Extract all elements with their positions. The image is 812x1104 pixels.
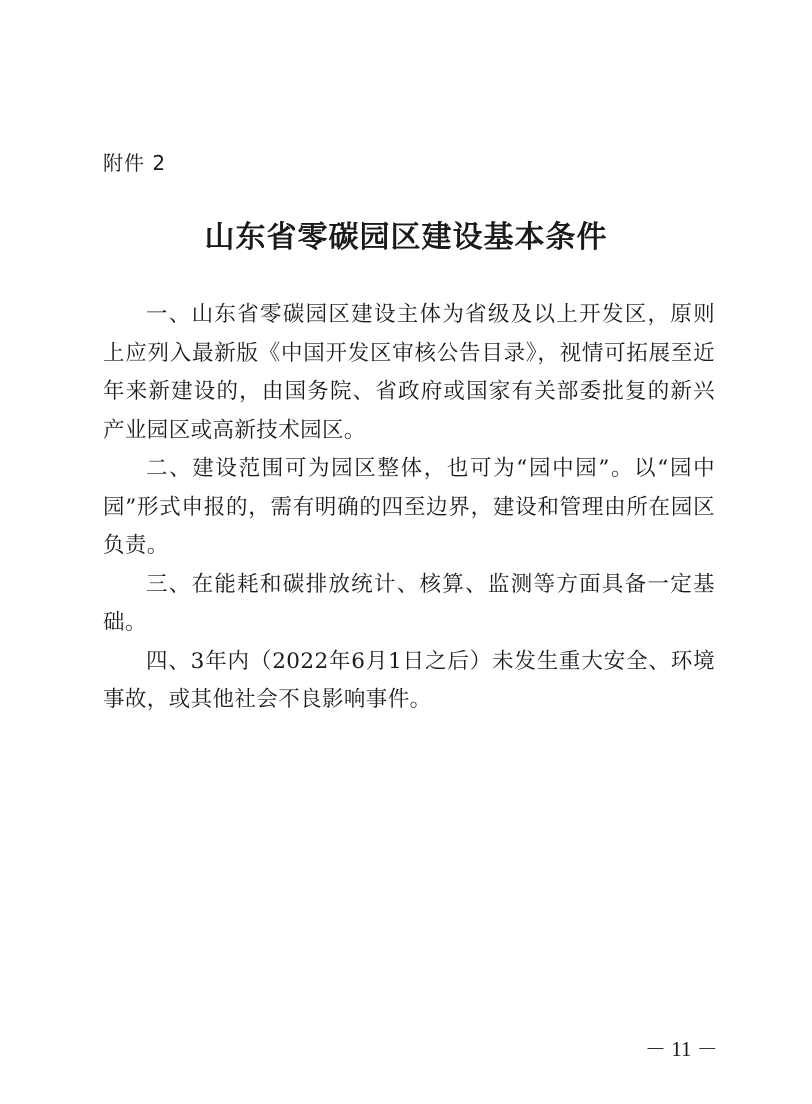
paragraph-1: 一、山东省零碳园区建设主体为省级及以上开发区，原则上应列入最新版《中国开发区审核公告目录》，视情可拓展至近年来新建设的，由国务院、省政府或国家有关部委批复的新兴产业园区或高新技术园区。: [103, 302, 715, 443]
page-number: － 11 －: [645, 1037, 718, 1061]
document-title: 山东省零碳园区建设基本条件: [204, 220, 608, 255]
paragraph-3: 三、在能耗和碳排放统计、核算、监测等方面具备一定基础。: [103, 571, 715, 635]
paragraph-2: 二、建设范围可为园区整体，也可为“园中园”。以“园中园”形式申报的，需有明确的四至边界，建设和管理由所在园区负责。: [103, 456, 715, 558]
document-body: [103, 296, 715, 720]
attachment-label: 附件 2: [103, 151, 167, 175]
paragraph-4: 四、3年内（2022年6月1日之后）未发生重大安全、环境事故，或其他社会不良影响事件。: [103, 648, 715, 712]
